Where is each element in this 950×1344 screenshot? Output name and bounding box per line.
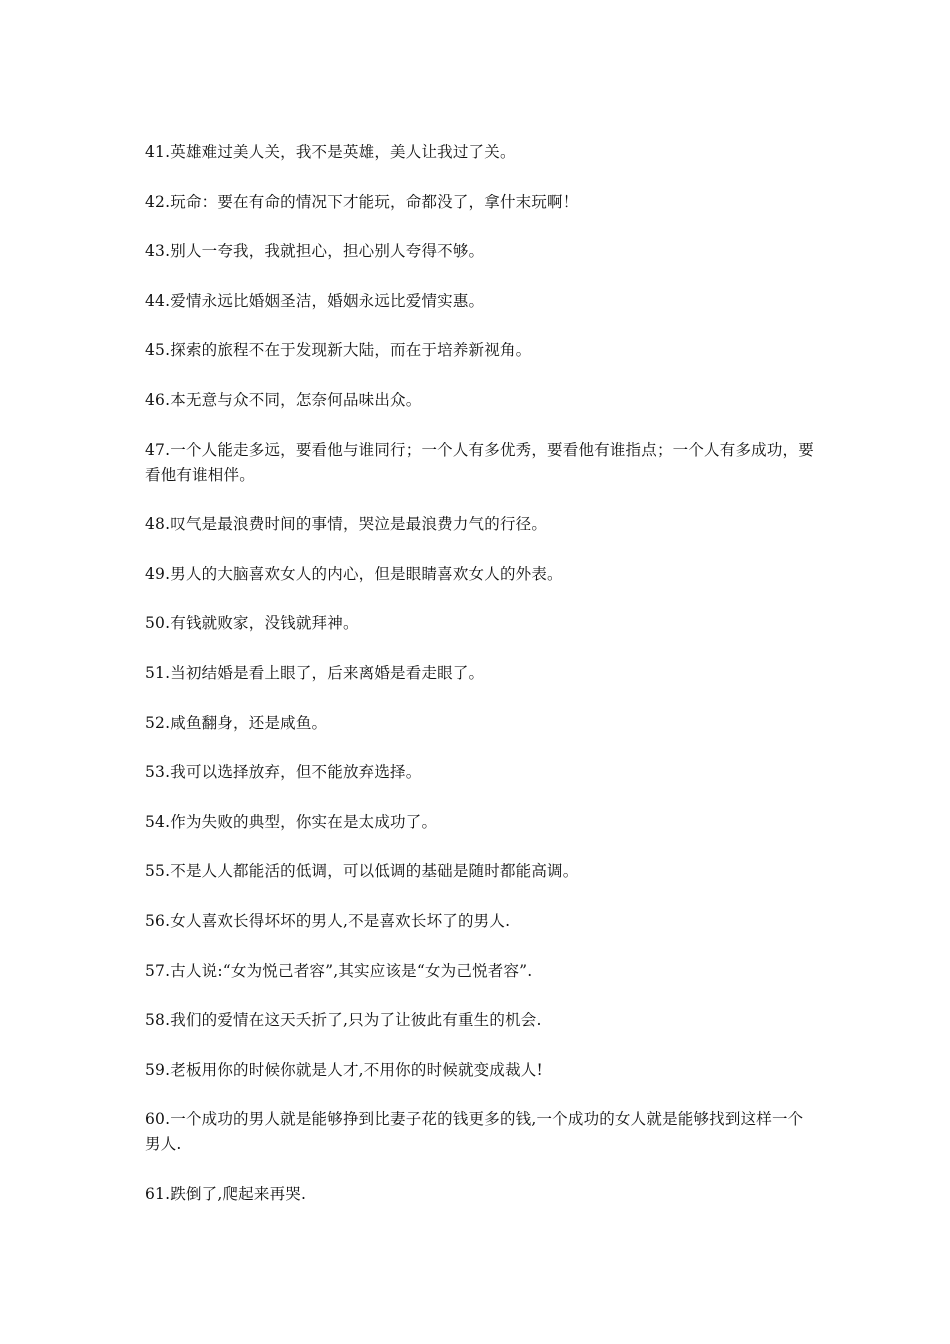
quote-line-45: 45.探索的旅程不在于发现新大陆，而在于培养新视角。 (145, 341, 532, 360)
quote-line-48: 48.叹气是最浪费时间的事情，哭泣是最浪费力气的行径。 (145, 515, 548, 534)
quote-line-43: 43.别人一夸我，我就担心，担心别人夸得不够。 (145, 242, 485, 261)
quote-list (145, 140, 817, 1231)
quote-line-47: 47.一个人能走多远，要看他与谁同行；一个人有多优秀，要看他有谁指点；一个人有多成功，要看他有谁相伴。 (145, 440, 814, 484)
quote-line-44: 44.爱情永远比婚姻圣洁，婚姻永远比爱情实惠。 (145, 291, 485, 310)
quote-line-57: 57.古人说:“女为悦己者容”,其实应该是“女为己悦者容”. (145, 961, 533, 980)
quote-line-60: 60.一个成功的男人就是能够挣到比妻子花的钱更多的钱,一个成功的女人就是能够找到这样一个男人. (145, 1110, 804, 1154)
quote-line-49: 49.男人的大脑喜欢女人的内心，但是眼睛喜欢女人的外表。 (145, 564, 563, 583)
quote-line-42: 42.玩命：要在有命的情况下才能玩，命都没了，拿什末玩啊！ (145, 192, 579, 211)
quote-line-41: 41.英雄难过美人关，我不是英雄，美人让我过了关。 (145, 143, 516, 161)
quote-line-61: 61.跌倒了,爬起来再哭. (145, 1184, 307, 1203)
quote-line-55: 55.不是人人都能活的低调，可以低调的基础是随时都能高调。 (145, 862, 579, 881)
quote-line-58: 58.我们的爱情在这天夭折了,只为了让彼此有重生的机会. (145, 1011, 542, 1030)
quote-line-56: 56.女人喜欢长得坏坏的男人,不是喜欢长坏了的男人. (145, 911, 511, 930)
quote-line-46: 46.本无意与众不同，怎奈何品味出众。 (145, 390, 422, 409)
quote-line-52: 52.咸鱼翻身，还是咸鱼。 (145, 713, 328, 732)
quote-line-59: 59.老板用你的时候你就是人才,不用你的时候就变成裁人! (145, 1060, 543, 1079)
quote-line-51: 51.当初结婚是看上眼了，后来离婚是看走眼了。 (145, 663, 485, 682)
quote-line-50: 50.有钱就败家，没钱就拜神。 (145, 614, 359, 633)
quote-line-53: 53.我可以选择放弃，但不能放弃选择。 (145, 763, 422, 782)
quote-line-54: 54.作为失败的典型，你实在是太成功了。 (145, 812, 438, 831)
